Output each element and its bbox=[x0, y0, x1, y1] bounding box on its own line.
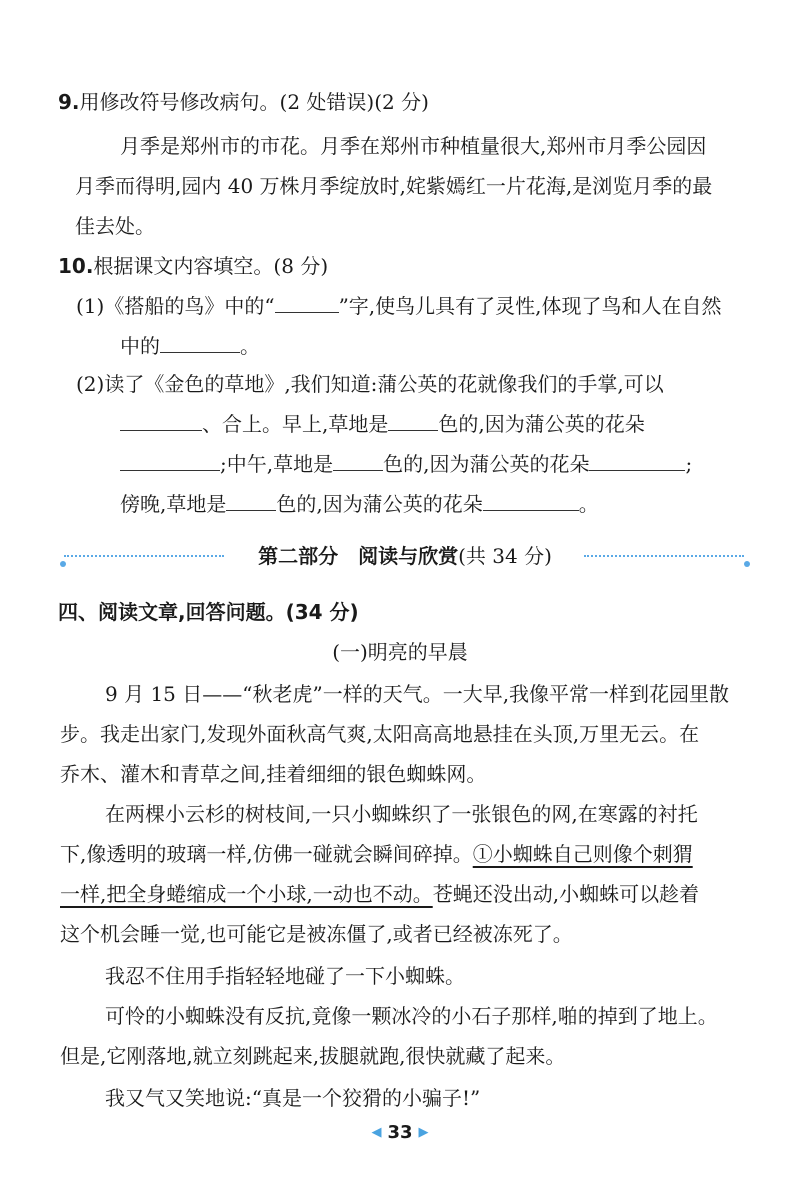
divider-line-right bbox=[584, 555, 744, 557]
q10-part2-line2 bbox=[120, 410, 645, 438]
q10-p1-text-b: ”字,使鸟儿具有了灵性,体现了鸟和人在自然 bbox=[338, 294, 722, 318]
q9-prompt-text: 用修改符号修改病句。(2 处错误)(2 分) bbox=[79, 90, 429, 114]
underlined-sentence-1-cont: 一样,把全身蜷缩成一个小球,一动也不动。 bbox=[60, 882, 433, 906]
q10-part2-line1: (2)读了《金色的草地》,我们知道:蒲公英的花就像我们的手掌,可以 bbox=[76, 372, 664, 396]
page-number: 33 bbox=[387, 1122, 413, 1143]
section-divider bbox=[60, 543, 750, 573]
para2-line4: 这个机会睡一觉,也可能它是被冻僵了,或者已经被冻死了。 bbox=[60, 922, 573, 946]
blank-input[interactable] bbox=[275, 292, 339, 313]
q10-p2-text-e: 色的,因为蒲公英的花朵 bbox=[383, 452, 590, 476]
q10-part1-line1 bbox=[76, 292, 722, 320]
underlined-sentence-1: ①小蜘蛛自己则像个刺猬 bbox=[472, 842, 693, 866]
blank-input[interactable] bbox=[160, 332, 240, 353]
q9-line-2: 月季而得明,园内 40 万株月季绽放时,姹紫嫣红一片花海,是浏览月季的最 bbox=[75, 174, 713, 198]
section-title-score: (共 34 分) bbox=[458, 544, 552, 568]
part4-heading: 四、阅读文章,回答问题。(34 分) bbox=[58, 600, 359, 624]
blank-input[interactable] bbox=[388, 410, 438, 431]
q10-p2-text-d: ;中午,草地是 bbox=[220, 452, 334, 476]
blank-input[interactable] bbox=[120, 450, 220, 471]
q10-prompt-text: 根据课文内容填空。(8 分) bbox=[93, 254, 329, 278]
para2-line2-text: 下,像透明的玻璃一样,仿佛一碰就会瞬间碎掉。 bbox=[60, 842, 473, 866]
para4-line2: 但是,它刚落地,就立刻跳起来,拔腿就跑,很快就藏了起来。 bbox=[60, 1044, 566, 1068]
q9-line-1: 月季是郑州市的市花。月季在郑州市种植量很大,郑州市月季公园因 bbox=[120, 134, 707, 158]
para1-line3: 乔木、灌木和青草之间,挂着细细的银色蜘蛛网。 bbox=[60, 762, 487, 786]
para1-line1: 9 月 15 日——“秋老虎”一样的天气。一大早,我像平常一样到花园里散 bbox=[105, 682, 730, 706]
para2-line3 bbox=[60, 880, 699, 908]
q10-p2-text-i: 。 bbox=[578, 492, 599, 516]
q10-p2-text-g: 傍晚,草地是 bbox=[120, 492, 227, 516]
q9-number: 9. bbox=[58, 90, 80, 114]
q10-prompt bbox=[58, 252, 328, 280]
q10-p2-text-h: 色的,因为蒲公英的花朵 bbox=[276, 492, 483, 516]
q10-p2-text-f: ; bbox=[685, 452, 693, 476]
page-footer bbox=[0, 1122, 800, 1143]
q10-number: 10. bbox=[58, 254, 94, 278]
para4-line1: 可怜的小蜘蛛没有反抗,竟像一颗冰冷的小石子那样,啪的掉到了地上。 bbox=[105, 1004, 718, 1028]
q10-p1-text-c: 中的 bbox=[120, 334, 160, 358]
blank-input[interactable] bbox=[589, 450, 685, 471]
blank-input[interactable] bbox=[120, 410, 202, 431]
q10-part2-line3 bbox=[120, 450, 692, 478]
q10-p1-text-a: (1)《搭船的鸟》中的“ bbox=[76, 294, 275, 318]
divider-dot-right bbox=[744, 561, 750, 567]
para5: 我又气又笑地说:“真是一个狡猾的小骗子!” bbox=[105, 1086, 481, 1110]
q10-part2-line4 bbox=[120, 490, 599, 518]
q10-p1-text-d: 。 bbox=[240, 334, 260, 358]
q9-line-3: 佳去处。 bbox=[75, 214, 155, 238]
left-arrow-icon: ◀ bbox=[371, 1125, 382, 1140]
para2-line2 bbox=[60, 840, 693, 868]
para2-line1: 在两棵小云杉的树枝间,一只小蜘蛛织了一张银色的网,在寒露的衬托 bbox=[105, 802, 698, 826]
q10-p2-text-c: 色的,因为蒲公英的花朵 bbox=[438, 412, 645, 436]
q10-p2-text-b: 、合上。早上,草地是 bbox=[202, 412, 389, 436]
blank-input[interactable] bbox=[226, 490, 276, 511]
blank-input[interactable] bbox=[483, 490, 579, 511]
para1-line2: 步。我走出家门,发现外面秋高气爽,太阳高高地悬挂在头顶,万里无云。在 bbox=[60, 722, 700, 746]
para3: 我忍不住用手指轻轻地碰了一下小蜘蛛。 bbox=[105, 964, 465, 988]
blank-input[interactable] bbox=[333, 450, 383, 471]
q9-prompt bbox=[58, 88, 429, 116]
section-title-main: 第二部分 阅读与欣赏 bbox=[258, 544, 459, 568]
article-title: (一)明亮的早晨 bbox=[332, 640, 468, 664]
right-arrow-icon: ▶ bbox=[418, 1125, 429, 1140]
q10-part1-line2 bbox=[120, 332, 260, 360]
para2-line3-text: 苍蝇还没出动,小蜘蛛可以趁着 bbox=[432, 882, 700, 906]
